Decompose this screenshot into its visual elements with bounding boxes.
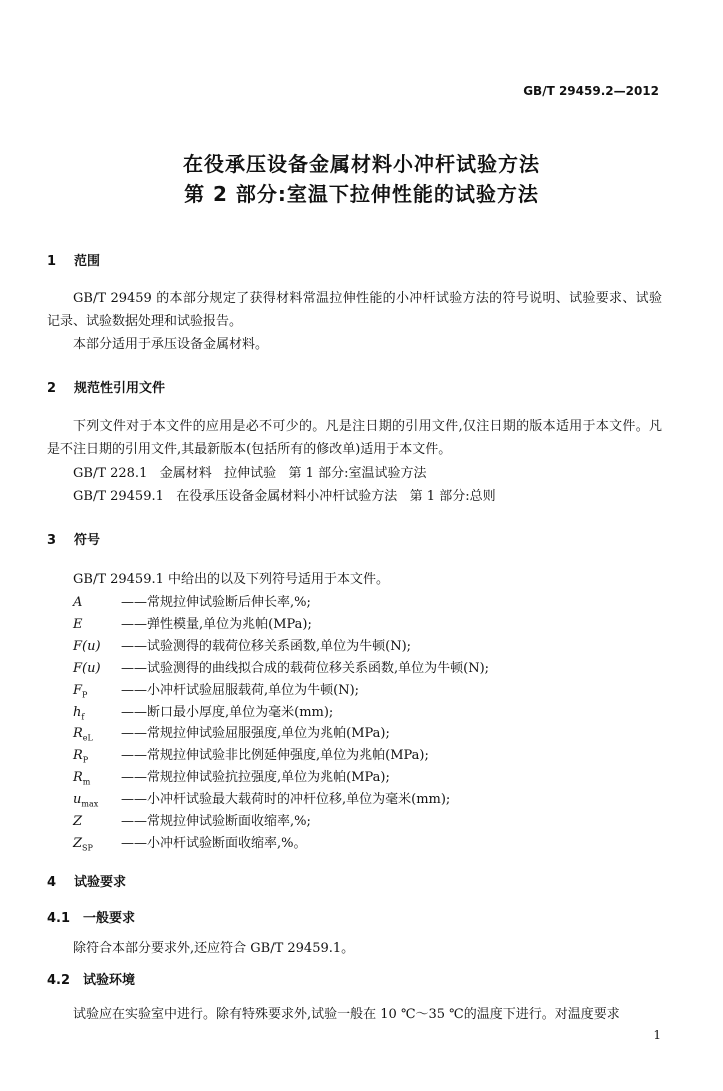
subsection-number: 4.1 <box>47 911 71 926</box>
symbol-row <box>73 591 311 610</box>
section-number: 4 <box>47 875 57 890</box>
symbol-row <box>73 635 411 654</box>
page-number: 1 <box>653 1028 661 1042</box>
symbol: $Z_{SP}$ <box>73 835 93 853</box>
symbol-description: ——小冲杆试验屈服载荷,单位为牛顿(N); <box>121 682 360 698</box>
symbol: E <box>73 616 83 632</box>
section-1-heading <box>47 250 100 269</box>
symbol-row <box>73 832 307 853</box>
section-1-paragraph-1: GB/T 29459 的本部分规定了获得材料常温拉伸性能的小冲杆试验方法的符号说明、试验要求、试验记录、试验数据处理和试验报告。 <box>47 291 662 329</box>
reference-2: GB/T 29459.1 在役承压设备金属材料小冲杆试验方法 第 1 部分:总则 <box>73 489 496 504</box>
title-line-2: 第 2 部分:室温下拉伸性能的试验方法 <box>184 182 539 206</box>
symbol-row <box>73 701 333 722</box>
symbol-description: ——试验测得的载荷位移关系函数,单位为牛顿(N); <box>121 638 412 654</box>
symbol: Z <box>73 814 83 829</box>
symbol: A <box>73 595 83 610</box>
section-title: 范围 <box>74 254 101 269</box>
symbol-description: ——常规拉伸试验非比例延伸强度,单位为兆帕(MPa); <box>121 748 429 764</box>
symbol-row <box>73 766 390 787</box>
symbol: $R_P$ <box>73 748 89 765</box>
reference-1: GB/T 228.1 金属材料 拉伸试验 第 1 部分:室温试验方法 <box>73 466 427 481</box>
title-line-1: 在役承压设备金属材料小冲杆试验方法 <box>183 152 540 176</box>
section-2-paragraph-1: 下列文件对于本文件的应用是必不可少的。凡是注日期的引用文件,仅注日期的版本适用于本文件。凡是不注日期的引用文件,其最新版本(包括所有的修改单)适用于本文件。 <box>47 419 662 457</box>
section-number: 2 <box>47 381 57 396</box>
symbol: $F_P$ <box>73 682 88 700</box>
symbol-description: ——常规拉伸试验抗拉强度,单位为兆帕(MPa); <box>121 770 390 786</box>
section-2-heading <box>47 377 165 396</box>
symbol-description: ——弹性模量,单位为兆帕(MPa); <box>121 616 312 632</box>
section-title: 符号 <box>74 533 101 548</box>
subsection-title: 一般要求 <box>83 911 136 926</box>
standard-code: GB/T 29459.2—2012 <box>523 84 659 98</box>
section-number: 1 <box>47 254 57 269</box>
symbol-description: ——常规拉伸试验断后伸长率,%; <box>121 595 311 610</box>
section-3-intro: GB/T 29459.1 中给出的以及下列符号适用于本文件。 <box>73 572 390 587</box>
subsection-title: 试验环境 <box>83 973 136 988</box>
subsection-number: 4.2 <box>47 973 71 988</box>
section-number: 3 <box>47 533 57 548</box>
symbol-row <box>73 679 359 700</box>
subsection-4-2-text: 试验应在实验室中进行。除有特殊要求外,试验一般在 10 ℃～35 ℃的温度下进行。对温度要求 <box>73 1007 620 1022</box>
symbol-row <box>73 613 312 632</box>
symbol: F(u) <box>73 660 101 676</box>
symbol-row <box>73 744 429 765</box>
section-1-paragraph-2: 本部分适用于承压设备金属材料。 <box>73 337 269 352</box>
symbol-description: ——常规拉伸试验断面收缩率,%; <box>121 814 311 829</box>
symbol: $R_m$ <box>73 770 91 787</box>
symbol: $u_{max}$ <box>73 792 99 809</box>
section-title: 试验要求 <box>74 875 127 890</box>
symbol-description: ——试验测得的曲线拟合成的载荷位移关系函数,单位为牛顿(N); <box>121 660 490 676</box>
symbol-description: ——小冲杆试验最大载荷时的冲杆位移,单位为毫米(mm); <box>121 792 451 808</box>
symbol-description: ——断口最小厚度,单位为毫米(mm); <box>121 704 334 720</box>
symbol: $h_f$ <box>73 704 85 722</box>
symbol: $R_{eL}$ <box>73 726 93 743</box>
symbol-row <box>73 788 450 809</box>
section-4-heading <box>47 871 126 890</box>
subsection-4-2-heading <box>47 969 135 988</box>
section-3-heading <box>47 529 100 548</box>
symbol-description: ——小冲杆试验断面收缩率,%。 <box>121 835 307 851</box>
subsection-4-1-heading <box>47 907 135 926</box>
symbol-row <box>73 657 489 676</box>
section-title: 规范性引用文件 <box>74 381 166 396</box>
subsection-4-1-text: 除符合本部分要求外,还应符合 GB/T 29459.1。 <box>73 941 355 956</box>
symbol-description: ——常规拉伸试验屈服强度,单位为兆帕(MPa); <box>121 726 390 742</box>
symbol-row <box>73 722 390 743</box>
symbol-row <box>73 810 311 829</box>
symbol: F(u) <box>73 638 101 654</box>
